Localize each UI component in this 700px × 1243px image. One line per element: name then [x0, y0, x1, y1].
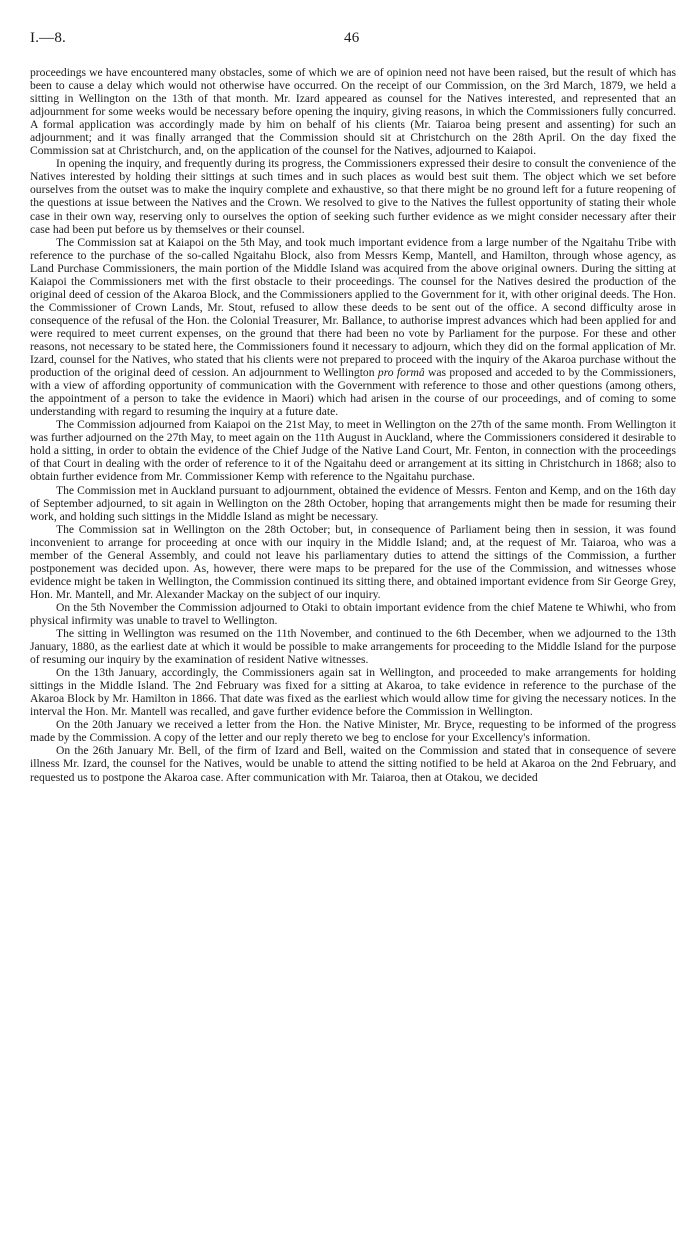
paragraph-6: The Commission sat in Wellington on the 28th October; but, in consequence of Parliament being then in session, it was found inconvenient to arrange for proceeding at once with our inquiry in the Middle Island; and, at the request of Mr. Taiaroa, who was a member of the General Assembly, and could not leave his parliamentary duties to attend the sittings of the Commission, a further postponement was decided upon. As, however, there were maps to be prepared for the use of the Commission, and witnesses whose evidence might be taken in Wellington, the Commission continued its sitting there, and obtained important evidence from Sir George Grey, Hon. Mr. Mantell, and Mr. Alexander Mackay on the subject of our inquiry.	[30, 522, 676, 601]
paragraph-5: The Commission met in Auckland pursuant to adjournment, obtained the evidence of Messrs. Fenton and Kemp, and on the 16th day of September adjourned, to sit again in Wellington on the 28th October, hoping that arrangements might then be made for resuming their work, and holding such sittings in the Middle Island as might be necessary.	[30, 483, 676, 523]
body-text	[30, 66, 676, 784]
italic-pro-forma: pro formâ	[377, 366, 425, 380]
paragraph-11: On the 26th January Mr. Bell, of the firm of Izard and Bell, waited on the Commission and stated that in consequence of severe illness Mr. Izard, the counsel for the Natives, would be unable to attend the sitting notified to be held at Akaroa on the 2nd February, and requested us to postpone the Akaroa case. After communication with Mr. Taiaroa, then at Otakou, we decided	[30, 744, 676, 784]
paragraph-3-after: was proposed and acceded to by the Commissioners, with a view of affording opportunity of communication with the Government with reference to those and other questions (among others, the appointment of a person to take the evidence in Maori) which had arisen in the course of our proceedings, and of coming to some understanding with regard to resuming the inquiry at a future date.	[30, 366, 676, 419]
page-number: 46	[344, 30, 360, 46]
paragraph-2: In opening the inquiry, and frequently during its progress, the Commissioners expressed their desire to consult the convenience of the Natives interested by holding their sittings at such times and in such places as would best suit them. The object which we set before ourselves from the outset was to make the inquiry complete and exhaustive, so that there might be no ground left for a future reopening of the questions at issue between the Natives and the Crown. We resolved to give to the Natives the fullest opportunity of stating their whole case in their own way, reserving only to ourselves the option of seeking such further evidence as we might consider necessary after their case had been put before us by themselves or their counsel.	[30, 157, 676, 236]
paragraph-3-before: The Commission sat at Kaiapoi on the 5th May, and took much important evidence from a large number of the Ngaitahu Tribe with reference to the purchase of the so-called Ngaitahu Block, also from Messrs Kemp, Mantell, and Hamilton, through whose agency, as Land Purchase Commissioners, the main portion of the Middle Island was acquired from the above original owners. During the sitting at Kaiapoi the Commissioners met with the first obstacle to their proceedings. The counsel for the Natives desired the production of the original deed of cession of the Akaroa Block, and the Commissioners applied to the Government for it, with other original deeds. The Hon. the Commissioner of Crown Lands, Mr. Stout, refused to allow these deeds to be sent out of the office. A second difficulty arose in consequence of the refusal of the Hon. the Colonial Treasurer, Mr. Ballance, to authorise imprest advances which had been applied for and were required to meet current expenses, on the ground that there had been no vote by Parliament for the purpose. For these and other reasons, not necessary to be stated here, the Commissioners found it necessary to adjourn, which they did on the formal application of Mr. Izard, counsel for the Natives, who stated that his clients were not prepared to proceed with the inquiry of the Akaroa purchase without the production of the original deed of cession. An adjournment to Wellington	[30, 235, 676, 380]
paragraph-10: On the 20th January we received a letter from the Hon. the Native Minister, Mr. Bryce, requesting to be informed of the progress made by the Commission. A copy of the letter and our reply thereto we beg to enclose for your Excellency's information.	[30, 718, 676, 745]
paragraph-7: On the 5th November the Commission adjourned to Otaki to obtain important evidence from the chief Matene te Whiwhi, who from physical infirmity was unable to travel to Wellington.	[30, 600, 676, 627]
paragraph-3	[30, 236, 676, 419]
paragraph-4: The Commission adjourned from Kaiapoi on the 21st May, to meet in Wellington on the 27th of the same month. From Wellington it was further adjourned on the 27th May, to meet again on the 11th August in Auckland, where the Commissioners considered it desirable to hold a sitting, in order to obtain the evidence of the Chief Judge of the Native Land Court, Mr. Fenton, in connection with the proceedings of that Court in dealing with the order of reference to it of the Ngaitahu deed or arrangement at its sitting in Christchurch in 1868; also to obtain further evidence from Mr. Commissioner Kemp with reference to the Ngaitahu purchase.	[30, 418, 676, 484]
paper-reference: I.—8.	[30, 30, 66, 46]
paragraph-8: The sitting in Wellington was resumed on the 11th November, and continued to the 6th December, when we adjourned to the 13th January, 1880, as the earliest date at which it would be possible to make arrangements for proceeding to the Middle Island for the purpose of resuming our inquiry by the examination of resident Native witnesses.	[30, 627, 676, 667]
paragraph-1: proceedings we have encountered many obstacles, some of which we are of opinion need not have been raised, but the result of which has been to cause a delay which would not otherwise have occurred. On the receipt of our Commission, on the 3rd March, 1879, we held a sitting in Wellington on the 13th of that month. Mr. Izard appeared as counsel for the Natives interested, and represented that an adjournment for some weeks would be necessary before opening the inquiry, giving reasons, in which the Commissioners fully concurred. A formal application was accordingly made by him on behalf of his clients (Mr. Taiaroa being present and assenting) for such an adjournment; and it was finally arranged that the Commission should sit at Christchurch on the 28th April. On the day fixed the Commission sat at Christchurch, and, on the application of the counsel for the Natives, adjourned to Kaiapoi.	[30, 66, 676, 158]
running-header	[30, 30, 676, 52]
paragraph-9: On the 13th January, accordingly, the Commissioners again sat in Wellington, and proceeded to make arrangements for holding sittings in the Middle Island. The 2nd February was fixed for a sitting at Akaroa, to take evidence in reference to the purchase of the Akaroa Block by Mr. Hamilton in 1866. That date was fixed as the earliest which would allow time for giving the necessary notices. In the interval the Hon. Mr. Mantell was recalled, and gave further evidence before the Commission in Wellington.	[30, 666, 676, 719]
